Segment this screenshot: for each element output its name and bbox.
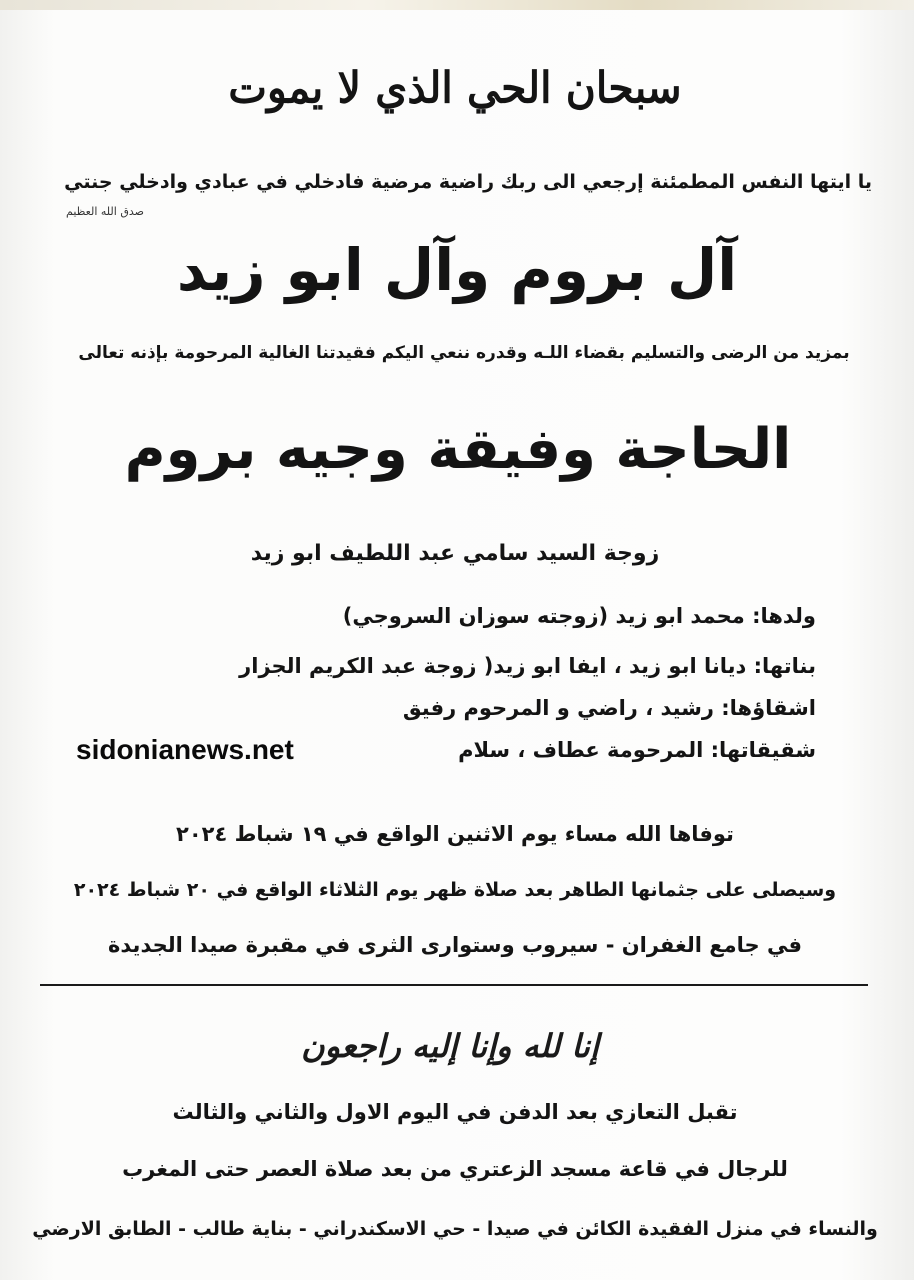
relative-son: ولدها: محمد ابو زيد (زوجته سوزان السروجي) (342, 604, 816, 628)
top-paper-edge (0, 0, 914, 10)
burial-location-line: في جامع الغفران - سيروب وستوارى الثرى في مقبرة صيدا الجديدة (108, 933, 802, 957)
funeral-prayer-line: وسيصلى على جثمانها الطاهر بعد صلاة ظهر يوم الثلاثاء الواقع في ٢٠ شباط ٢٠٢٤ (73, 879, 837, 901)
relative-sisters: شقيقاتها: المرحومة عطاف ، سلام (458, 738, 816, 762)
condolence-days-line: تقبل التعازي بعد الدفن في اليوم الاول والثاني والثالث (172, 1100, 738, 1124)
condolence-men-line: للرجال في قاعة مسجد الزعتري من بعد صلاة العصر حتى المغرب (122, 1157, 788, 1181)
relative-daughters: بناتها: ديانا ابو زيد ، ايفا ابو زيد( زوجة عبد الكريم الجزار (239, 654, 816, 678)
spouse-line: زوجة السيد سامي عبد اللطيف ابو زيد (250, 541, 660, 566)
verse-attribution: صدق الله العظيم (66, 205, 144, 218)
deceased-name: الحاجة وفيقة وجيه بروم (124, 417, 792, 482)
calligraphy-title: سبحان الحي الذي لا يموت (228, 62, 682, 114)
bottom-calligraphy: إنا لله وإنا إليه راجعون (301, 1027, 599, 1065)
quran-verse: يا ايتها النفس المطمئنة إرجعي الى ربك راضية مرضية فادخلي في عبادي وادخلي جنتي (64, 171, 872, 193)
site-watermark: sidonianews.net (76, 734, 294, 765)
death-date-line: توفاها الله مساء يوم الاثنين الواقع في ١٩ شباط ٢٠٢٤ (176, 822, 734, 846)
condolence-women-line: والنساء في منزل الفقيدة الكائن في صيدا - حي الاسكندراني - بناية طالب - الطابق الارضي (32, 1218, 878, 1240)
families-heading: آل بروم وآل ابو زيد (176, 236, 738, 304)
relative-brothers: اشقاؤها: رشيد ، راضي و المرحوم رفيق (402, 696, 816, 720)
announcement-line: بمزيد من الرضى والتسليم بقضاء اللـه وقدره ننعي اليكم فقيدتنا الغالية المرحومة بإذنه تعالى (78, 343, 850, 363)
section-divider (40, 984, 868, 986)
